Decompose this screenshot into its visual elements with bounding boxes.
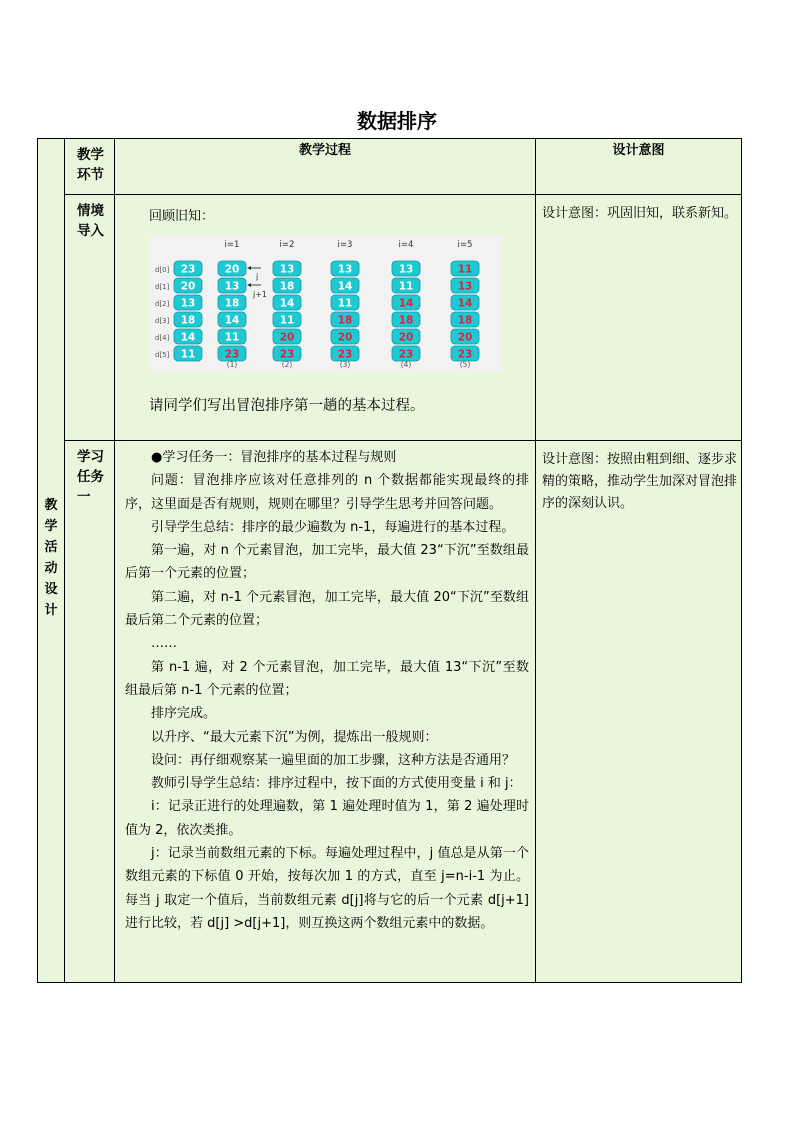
intent-intro-text: 设计意图：巩固旧知，联系新知。 [542, 206, 738, 221]
value-label: 14 [180, 331, 196, 344]
value-label: 14 [224, 314, 240, 327]
value-label: 20 [337, 331, 353, 344]
column-caption: (5) [459, 360, 471, 369]
header-section-label [65, 139, 114, 185]
value-label: 18 [337, 314, 353, 327]
value-label: 23 [279, 348, 295, 361]
intent-intro [536, 195, 742, 441]
task1-paragraphs [115, 441, 535, 935]
value-label: 18 [279, 280, 295, 293]
value-label: 18 [398, 314, 414, 327]
intent-task1-text: 设计意图：按照由粗到细、逐步求精的策略，推动学生加深对冒泡排序的深刻认识。 [542, 452, 738, 511]
value-label: 23 [224, 348, 240, 361]
process-task1 [115, 441, 536, 983]
vertical-label-char: 活 [44, 540, 58, 555]
column-caption: (2) [281, 360, 293, 369]
value-label: 20 [224, 263, 240, 276]
value-label: 13 [457, 280, 473, 293]
value-label: 13 [337, 263, 353, 276]
section-task1-line2: 任务一 [77, 469, 104, 505]
bubble-sort-figure [149, 236, 501, 371]
pointer-label-j1: j+1 [253, 290, 268, 299]
value-label: 11 [398, 280, 414, 293]
section-task1-label [65, 441, 114, 507]
index-label: d[0] [155, 266, 170, 274]
bubble-sort-diagram [149, 236, 501, 371]
value-label: 23 [337, 348, 353, 361]
value-label: 23 [457, 348, 473, 361]
task1-paragraph: j：记录当前数组元素的下标。每遍处理过程中，j 值总是从第一个数组元素的下标值 0 开始，按每次加 1 的方式，直至 j=n-i-1 为止。每当 j 取定一个值后，当前数组元素 d[j]将与它的后一个元素 d[j+1]进行比较，若 d[j] >d[j+1]，则互换这两个数组元素中的数据。 [125, 846, 529, 931]
value-label: 14 [279, 297, 295, 310]
value-label: 11 [279, 314, 295, 327]
row-task1 [38, 441, 742, 983]
value-label: 13 [224, 280, 240, 293]
vertical-label-cell [38, 139, 65, 983]
index-label: d[3] [155, 317, 170, 325]
vertical-label-char: 动 [44, 561, 58, 576]
value-label: 14 [457, 297, 473, 310]
vertical-label-char: 设 [44, 582, 58, 597]
value-label: 20 [279, 331, 295, 344]
header-section-line2: 环节 [77, 167, 104, 183]
pass-label: i=5 [457, 240, 473, 250]
section-intro-line1: 情境 [77, 203, 104, 219]
task1-paragraph: i：记录正进行的处理遍数，第 1 遍处理时值为 1，第 2 遍处理时值为 2，依次类推。 [125, 799, 529, 838]
value-label: 13 [398, 263, 414, 276]
value-label: 11 [224, 331, 240, 344]
value-label: 11 [337, 297, 353, 310]
vertical-label-char: 学 [44, 519, 58, 534]
column-caption: (1) [226, 360, 238, 369]
index-label: d[4] [155, 334, 170, 342]
section-task1-line1: 学习 [77, 449, 104, 465]
value-label: 20 [457, 331, 473, 344]
recall-text: 回顾旧知： [149, 209, 215, 224]
vertical-label [38, 139, 64, 621]
index-label: d[5] [155, 351, 170, 359]
column-caption: (3) [339, 360, 351, 369]
value-label: 13 [279, 263, 295, 276]
task1-paragraph: 第 n-1 遍，对 2 个元素冒泡，加工完毕，最大值 13“下沉”至数组最后第 n-1 个元素的位置； [125, 659, 529, 698]
section-intro-label [65, 195, 114, 241]
task1-paragraph: 以升序、“最大元素下沉”为例，提炼出一般规则： [151, 729, 438, 745]
pass-label: i=1 [224, 240, 240, 250]
arrow-j1-head [247, 283, 251, 287]
task1-paragraph: 设问：再仔细观察某一遍里面的加工步骤，这种方法是否通用？ [151, 752, 516, 768]
value-label: 20 [180, 280, 196, 293]
section-intro-line2: 导入 [77, 223, 104, 239]
value-label: 14 [398, 297, 414, 310]
lesson-plan-table [37, 138, 742, 983]
task1-paragraph: 第二遍，对 n-1 个元素冒泡，加工完毕，最大值 20“下沉”至数组最后第二个元素的位置； [125, 589, 529, 629]
vertical-label-char: 计 [44, 603, 58, 618]
pass-label: i=2 [279, 240, 295, 250]
header-section [65, 139, 115, 195]
index-label: d[2] [155, 300, 170, 308]
pass-label: i=3 [337, 240, 353, 250]
arrow-j-head [247, 266, 251, 270]
task1-paragraph: 第一遍，对 n 个元素冒泡，加工完毕，最大值 23“下沉”至数组最后第一个元素的位置； [125, 543, 529, 582]
task1-paragraph: 引导学生总结：排序的最少遍数为 n-1，每遍进行的基本过程。 [151, 519, 515, 535]
section-task1 [65, 441, 115, 983]
task1-paragraph: 排序完成。 [151, 706, 217, 722]
pass-label: i=4 [398, 240, 414, 250]
value-label: 13 [180, 297, 196, 310]
value-label: 20 [398, 331, 414, 344]
task1-paragraph: 问题：冒泡排序应该对任意排列的 n 个数据都能实现最终的排序，这里面是否有规则，规则在哪里？引导学生思考并回答问题。 [125, 473, 529, 512]
value-label: 14 [337, 280, 353, 293]
task1-paragraph: …… [151, 636, 177, 652]
value-label: 23 [180, 263, 196, 276]
value-label: 11 [180, 348, 196, 361]
index-label: d[1] [155, 283, 170, 291]
value-label: 23 [398, 348, 414, 361]
intent-task1 [536, 441, 742, 983]
section-intro [65, 195, 115, 441]
task1-paragraph: 教师引导学生总结：排序过程中，按下面的方式使用变量 i 和 j： [151, 776, 522, 792]
row-intro [38, 195, 742, 441]
process-intro [115, 195, 536, 441]
value-label: 18 [224, 297, 240, 310]
task1-paragraph: ●学习任务一：冒泡排序的基本过程与规则 [151, 450, 397, 465]
value-label: 18 [180, 314, 196, 327]
value-label: 11 [457, 263, 473, 276]
header-process: 教学过程 [115, 139, 536, 195]
header-row [38, 139, 742, 195]
page-title: 数据排序 [357, 109, 437, 133]
header-intent: 设计意图 [536, 139, 742, 195]
column-caption: (4) [400, 360, 412, 369]
value-label: 18 [457, 314, 473, 327]
header-section-line1: 教学 [77, 147, 104, 163]
vertical-label-char: 教 [44, 498, 58, 513]
figure-caption: 请同学们写出冒泡排序第一趟的基本过程。 [149, 398, 425, 414]
pointer-label-j: j [256, 272, 259, 281]
